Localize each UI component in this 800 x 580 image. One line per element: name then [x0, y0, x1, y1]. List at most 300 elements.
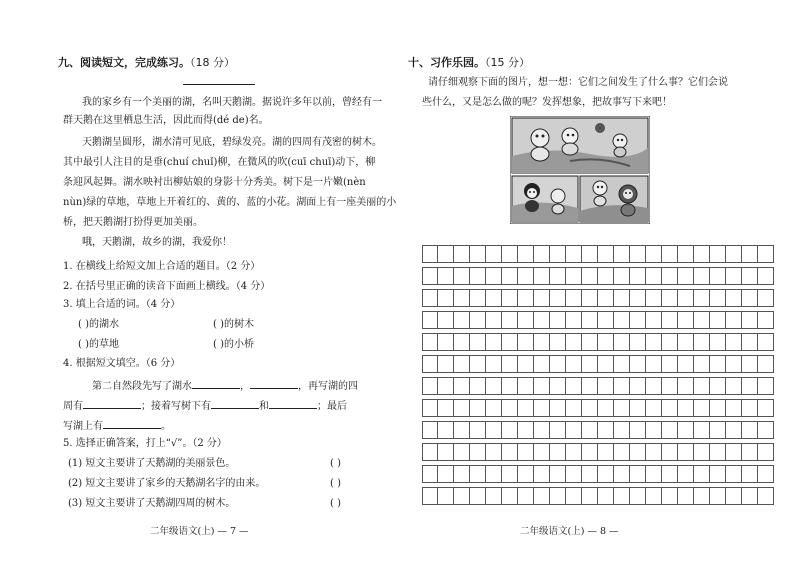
grid-cell[interactable] — [598, 355, 614, 373]
grid-cell[interactable] — [710, 311, 726, 329]
grid-cell[interactable] — [646, 333, 662, 351]
grid-cell[interactable] — [726, 355, 742, 373]
grid-cell[interactable] — [758, 487, 774, 505]
grid-row — [422, 289, 774, 307]
grid-cell[interactable] — [726, 377, 742, 395]
grid-cell[interactable] — [422, 289, 438, 307]
q4-text-i: 。 — [161, 421, 171, 432]
grid-cell[interactable] — [678, 487, 694, 505]
grid-cell[interactable] — [678, 245, 694, 263]
grid-cell[interactable] — [566, 421, 582, 439]
grid-cell[interactable] — [454, 355, 470, 373]
grid-cell[interactable] — [486, 311, 502, 329]
grid-cell[interactable] — [550, 399, 566, 417]
grid-cell[interactable] — [614, 465, 630, 483]
grid-cell[interactable] — [614, 355, 630, 373]
q4-text-b: ， — [240, 381, 250, 392]
grid-cell[interactable] — [470, 267, 486, 285]
grid-cell[interactable] — [694, 245, 710, 263]
q4-blank-6[interactable] — [103, 418, 161, 429]
grid-cell[interactable] — [470, 245, 486, 263]
grid-cell[interactable] — [662, 245, 678, 263]
q3-item-1[interactable]: ( )的湖水 — [78, 319, 119, 330]
grid-cell[interactable] — [662, 333, 678, 351]
grid-cell[interactable] — [646, 421, 662, 439]
grid-cell[interactable] — [678, 311, 694, 329]
grid-cell[interactable] — [710, 399, 726, 417]
q4-blank-5[interactable] — [269, 398, 317, 409]
grid-cell[interactable] — [598, 465, 614, 483]
grid-cell[interactable] — [422, 443, 438, 461]
grid-cell[interactable] — [454, 399, 470, 417]
grid-cell[interactable] — [502, 421, 518, 439]
grid-cell[interactable] — [486, 487, 502, 505]
grid-cell[interactable] — [518, 465, 534, 483]
grid-cell[interactable] — [710, 355, 726, 373]
grid-cell[interactable] — [582, 465, 598, 483]
grid-cell[interactable] — [758, 245, 774, 263]
grid-cell[interactable] — [550, 245, 566, 263]
grid-cell[interactable] — [470, 355, 486, 373]
grid-cell[interactable] — [662, 465, 678, 483]
grid-cell[interactable] — [678, 399, 694, 417]
grid-cell[interactable] — [694, 487, 710, 505]
grid-cell[interactable] — [582, 267, 598, 285]
q4-text-g: ；最后 — [317, 401, 347, 412]
grid-cell[interactable] — [582, 289, 598, 307]
grid-cell[interactable] — [422, 267, 438, 285]
grid-cell[interactable] — [598, 487, 614, 505]
grid-cell[interactable] — [566, 399, 582, 417]
grid-cell[interactable] — [726, 311, 742, 329]
grid-cell[interactable] — [710, 443, 726, 461]
grid-cell[interactable] — [438, 355, 454, 373]
grid-cell[interactable] — [614, 421, 630, 439]
grid-cell[interactable] — [502, 443, 518, 461]
grid-cell[interactable] — [614, 289, 630, 307]
q4-text-e: ；接着写树下有 — [141, 401, 211, 412]
passage-line-8: 哦，天鹅湖，故乡的湖，我爱你！ — [82, 237, 232, 248]
grid-cell[interactable] — [550, 311, 566, 329]
grid-cell[interactable] — [758, 465, 774, 483]
grid-cell[interactable] — [502, 311, 518, 329]
grid-cell[interactable] — [694, 421, 710, 439]
grid-cell[interactable] — [662, 267, 678, 285]
grid-cell[interactable] — [518, 443, 534, 461]
grid-cell[interactable] — [534, 487, 550, 505]
grid-cell[interactable] — [646, 399, 662, 417]
grid-cell[interactable] — [566, 355, 582, 373]
grid-cell[interactable] — [742, 355, 758, 373]
grid-cell[interactable] — [614, 245, 630, 263]
grid-cell[interactable] — [646, 487, 662, 505]
grid-cell[interactable] — [454, 245, 470, 263]
grid-cell[interactable] — [726, 487, 742, 505]
grid-cell[interactable] — [470, 311, 486, 329]
q3-item-4[interactable]: ( )的小桥 — [213, 339, 254, 350]
grid-cell[interactable] — [550, 465, 566, 483]
grid-cell[interactable] — [694, 289, 710, 307]
grid-cell[interactable] — [678, 289, 694, 307]
grid-cell[interactable] — [566, 443, 582, 461]
grid-cell[interactable] — [630, 267, 646, 285]
grid-cell[interactable] — [758, 421, 774, 439]
grid-cell[interactable] — [646, 377, 662, 395]
grid-cell[interactable] — [486, 267, 502, 285]
grid-cell[interactable] — [566, 245, 582, 263]
grid-cell[interactable] — [678, 465, 694, 483]
grid-cell[interactable] — [662, 377, 678, 395]
grid-cell[interactable] — [678, 355, 694, 373]
grid-cell[interactable] — [534, 311, 550, 329]
grid-cell[interactable] — [694, 399, 710, 417]
grid-cell[interactable] — [758, 333, 774, 351]
q3-item-3[interactable]: ( )的草地 — [78, 339, 119, 350]
grid-cell[interactable] — [598, 333, 614, 351]
grid-cell[interactable] — [582, 245, 598, 263]
q5-answer-1[interactable]: ( ) — [330, 458, 341, 469]
grid-cell[interactable] — [438, 377, 454, 395]
grid-cell[interactable] — [486, 289, 502, 307]
grid-cell[interactable] — [438, 289, 454, 307]
grid-cell[interactable] — [598, 289, 614, 307]
grid-cell[interactable] — [710, 267, 726, 285]
grid-cell[interactable] — [710, 377, 726, 395]
grid-cell[interactable] — [710, 289, 726, 307]
grid-cell[interactable] — [646, 267, 662, 285]
grid-cell[interactable] — [742, 267, 758, 285]
grid-cell[interactable] — [502, 465, 518, 483]
grid-cell[interactable] — [726, 443, 742, 461]
passage-line-3: 天鹅湖呈圆形，湖水清可见底，碧绿发亮。湖的四周有茂密的树木。 — [82, 137, 382, 148]
grid-cell[interactable] — [694, 465, 710, 483]
grid-row — [422, 465, 774, 483]
grid-cell[interactable] — [614, 267, 630, 285]
grid-cell[interactable] — [502, 399, 518, 417]
grid-cell[interactable] — [438, 311, 454, 329]
grid-cell[interactable] — [566, 333, 582, 351]
grid-cell[interactable] — [630, 421, 646, 439]
grid-cell[interactable] — [646, 245, 662, 263]
grid-cell[interactable] — [422, 377, 438, 395]
grid-cell[interactable] — [710, 421, 726, 439]
grid-cell[interactable] — [662, 399, 678, 417]
grid-cell[interactable] — [742, 289, 758, 307]
grid-cell[interactable] — [502, 289, 518, 307]
q4-line-3 — [63, 418, 171, 434]
grid-cell[interactable] — [534, 289, 550, 307]
grid-cell[interactable] — [470, 443, 486, 461]
grid-cell[interactable] — [438, 443, 454, 461]
grid-cell[interactable] — [486, 377, 502, 395]
grid-cell[interactable] — [582, 487, 598, 505]
grid-cell[interactable] — [550, 377, 566, 395]
grid-cell[interactable] — [534, 267, 550, 285]
grid-cell[interactable] — [550, 289, 566, 307]
grid-cell[interactable] — [630, 289, 646, 307]
grid-cell[interactable] — [534, 355, 550, 373]
grid-cell[interactable] — [710, 245, 726, 263]
grid-cell[interactable] — [662, 355, 678, 373]
grid-cell[interactable] — [582, 399, 598, 417]
q4-blank-3[interactable] — [83, 398, 141, 409]
grid-cell[interactable] — [662, 487, 678, 505]
grid-cell[interactable] — [614, 377, 630, 395]
grid-cell[interactable] — [470, 333, 486, 351]
question-3: 3. 填上合适的词。（4 分） — [63, 299, 181, 310]
grid-cell[interactable] — [582, 421, 598, 439]
grid-cell[interactable] — [566, 289, 582, 307]
grid-cell[interactable] — [726, 333, 742, 351]
grid-cell[interactable] — [710, 333, 726, 351]
grid-cell[interactable] — [630, 487, 646, 505]
grid-cell[interactable] — [662, 421, 678, 439]
grid-cell[interactable] — [502, 355, 518, 373]
grid-cell[interactable] — [470, 487, 486, 505]
grid-cell[interactable] — [486, 355, 502, 373]
grid-cell[interactable] — [726, 289, 742, 307]
grid-cell[interactable] — [598, 421, 614, 439]
grid-cell[interactable] — [454, 443, 470, 461]
section-nine-title: 九、阅读短文，完成练习。 — [58, 56, 190, 69]
grid-cell[interactable] — [550, 355, 566, 373]
grid-cell[interactable] — [454, 377, 470, 395]
grid-cell[interactable] — [502, 267, 518, 285]
grid-cell[interactable] — [598, 399, 614, 417]
grid-cell[interactable] — [550, 487, 566, 505]
grid-cell[interactable] — [678, 421, 694, 439]
grid-cell[interactable] — [726, 465, 742, 483]
grid-cell[interactable] — [630, 355, 646, 373]
grid-cell[interactable] — [470, 421, 486, 439]
grid-cell[interactable] — [550, 443, 566, 461]
grid-cell[interactable] — [454, 333, 470, 351]
grid-cell[interactable] — [534, 399, 550, 417]
q4-blank-4[interactable] — [211, 398, 259, 409]
grid-cell[interactable] — [470, 289, 486, 307]
grid-cell[interactable] — [454, 465, 470, 483]
grid-cell[interactable] — [534, 377, 550, 395]
grid-cell[interactable] — [438, 487, 454, 505]
grid-cell[interactable] — [518, 311, 534, 329]
grid-cell[interactable] — [758, 377, 774, 395]
grid-cell[interactable] — [678, 443, 694, 461]
q4-blank-1[interactable] — [192, 378, 240, 389]
grid-cell[interactable] — [694, 355, 710, 373]
grid-cell[interactable] — [598, 311, 614, 329]
grid-cell[interactable] — [486, 465, 502, 483]
grid-cell[interactable] — [486, 421, 502, 439]
grid-cell[interactable] — [454, 311, 470, 329]
grid-row — [422, 311, 774, 329]
grid-cell[interactable] — [598, 377, 614, 395]
grid-cell[interactable] — [422, 311, 438, 329]
grid-cell[interactable] — [470, 399, 486, 417]
grid-cell[interactable] — [518, 399, 534, 417]
grid-cell[interactable] — [758, 311, 774, 329]
grid-cell[interactable] — [694, 311, 710, 329]
grid-cell[interactable] — [486, 245, 502, 263]
grid-cell[interactable] — [726, 245, 742, 263]
grid-cell[interactable] — [454, 421, 470, 439]
grid-cell[interactable] — [630, 465, 646, 483]
grid-cell[interactable] — [614, 399, 630, 417]
grid-cell[interactable] — [742, 421, 758, 439]
grid-cell[interactable] — [662, 311, 678, 329]
grid-cell[interactable] — [438, 333, 454, 351]
grid-cell[interactable] — [662, 289, 678, 307]
grid-cell[interactable] — [710, 487, 726, 505]
grid-cell[interactable] — [758, 355, 774, 373]
grid-cell[interactable] — [438, 245, 454, 263]
grid-cell[interactable] — [534, 465, 550, 483]
grid-cell[interactable] — [534, 421, 550, 439]
grid-cell[interactable] — [422, 465, 438, 483]
grid-cell[interactable] — [598, 245, 614, 263]
grid-cell[interactable] — [518, 267, 534, 285]
grid-row — [422, 443, 774, 461]
grid-cell[interactable] — [694, 377, 710, 395]
grid-row — [422, 487, 774, 505]
grid-cell[interactable] — [582, 333, 598, 351]
grid-cell[interactable] — [454, 289, 470, 307]
grid-cell[interactable] — [646, 289, 662, 307]
grid-cell[interactable] — [646, 355, 662, 373]
grid-cell[interactable] — [742, 377, 758, 395]
grid-cell[interactable] — [550, 267, 566, 285]
grid-cell[interactable] — [454, 267, 470, 285]
grid-cell[interactable] — [758, 443, 774, 461]
grid-cell[interactable] — [630, 311, 646, 329]
grid-cell[interactable] — [742, 399, 758, 417]
grid-cell[interactable] — [422, 421, 438, 439]
question-4: 4. 根据短文填空。（6 分） — [63, 358, 181, 369]
grid-cell[interactable] — [518, 245, 534, 263]
grid-cell[interactable] — [550, 421, 566, 439]
grid-cell[interactable] — [502, 245, 518, 263]
grid-cell[interactable] — [438, 399, 454, 417]
grid-cell[interactable] — [678, 377, 694, 395]
grid-cell[interactable] — [742, 245, 758, 263]
grid-cell[interactable] — [518, 289, 534, 307]
grid-cell[interactable] — [518, 355, 534, 373]
grid-cell[interactable] — [726, 421, 742, 439]
grid-cell[interactable] — [646, 311, 662, 329]
grid-cell[interactable] — [422, 399, 438, 417]
grid-cell[interactable] — [726, 267, 742, 285]
grid-cell[interactable] — [582, 377, 598, 395]
q5-answer-2[interactable]: ( ) — [330, 478, 341, 489]
grid-cell[interactable] — [662, 443, 678, 461]
grid-cell[interactable] — [566, 487, 582, 505]
grid-cell[interactable] — [630, 377, 646, 395]
grid-cell[interactable] — [742, 465, 758, 483]
grid-cell[interactable] — [566, 311, 582, 329]
q4-text-a: 第二自然段先写了湖水 — [92, 381, 192, 392]
grid-cell[interactable] — [582, 443, 598, 461]
grid-cell[interactable] — [694, 443, 710, 461]
grid-cell[interactable] — [422, 487, 438, 505]
passage-line-7: 桥，把天鹅湖打扮得更加美丽。 — [63, 217, 203, 228]
grid-cell[interactable] — [422, 333, 438, 351]
grid-cell[interactable] — [582, 311, 598, 329]
grid-cell[interactable] — [630, 399, 646, 417]
grid-cell[interactable] — [502, 377, 518, 395]
grid-cell[interactable] — [758, 289, 774, 307]
grid-cell[interactable] — [566, 267, 582, 285]
grid-cell[interactable] — [486, 443, 502, 461]
grid-cell[interactable] — [630, 245, 646, 263]
grid-cell[interactable] — [742, 487, 758, 505]
grid-cell[interactable] — [502, 487, 518, 505]
grid-cell[interactable] — [518, 333, 534, 351]
grid-cell[interactable] — [614, 487, 630, 505]
grid-cell[interactable] — [742, 333, 758, 351]
grid-cell[interactable] — [438, 421, 454, 439]
grid-cell[interactable] — [598, 443, 614, 461]
grid-cell[interactable] — [518, 377, 534, 395]
grid-cell[interactable] — [486, 333, 502, 351]
grid-cell[interactable] — [438, 267, 454, 285]
q4-line-2 — [63, 398, 347, 414]
q3-item-2[interactable]: ( )的树木 — [213, 319, 254, 330]
grid-cell[interactable] — [502, 333, 518, 351]
grid-cell[interactable] — [678, 267, 694, 285]
grid-cell[interactable] — [742, 311, 758, 329]
grid-cell[interactable] — [710, 465, 726, 483]
q4-text-f: 和 — [259, 401, 269, 412]
q5-option-2: (2) 短文主要讲了家乡的天鹅湖名字的由来。 — [68, 478, 266, 489]
passage-title-blank[interactable] — [183, 84, 255, 85]
grid-cell[interactable] — [470, 465, 486, 483]
grid-cell[interactable] — [614, 443, 630, 461]
grid-cell[interactable] — [438, 465, 454, 483]
q5-answer-3[interactable]: ( ) — [330, 498, 341, 509]
grid-cell[interactable] — [534, 333, 550, 351]
grid-cell[interactable] — [422, 245, 438, 263]
grid-cell[interactable] — [486, 399, 502, 417]
grid-cell[interactable] — [678, 333, 694, 351]
grid-cell[interactable] — [758, 399, 774, 417]
grid-cell[interactable] — [550, 333, 566, 351]
grid-row — [422, 421, 774, 439]
grid-cell[interactable] — [614, 311, 630, 329]
grid-cell[interactable] — [694, 333, 710, 351]
grid-cell[interactable] — [518, 487, 534, 505]
grid-cell[interactable] — [598, 267, 614, 285]
grid-cell[interactable] — [470, 377, 486, 395]
grid-cell[interactable] — [694, 267, 710, 285]
grid-cell[interactable] — [742, 443, 758, 461]
grid-cell[interactable] — [454, 487, 470, 505]
grid-cell[interactable] — [422, 355, 438, 373]
grid-cell[interactable] — [630, 443, 646, 461]
grid-cell[interactable] — [758, 267, 774, 285]
grid-cell[interactable] — [582, 355, 598, 373]
grid-cell[interactable] — [646, 443, 662, 461]
grid-cell[interactable] — [534, 245, 550, 263]
grid-cell[interactable] — [566, 465, 582, 483]
grid-cell[interactable] — [566, 377, 582, 395]
grid-cell[interactable] — [534, 443, 550, 461]
grid-cell[interactable] — [614, 333, 630, 351]
grid-cell[interactable] — [726, 399, 742, 417]
grid-cell[interactable] — [646, 465, 662, 483]
q4-blank-2[interactable] — [250, 378, 298, 389]
grid-cell[interactable] — [630, 333, 646, 351]
writing-grid[interactable] — [422, 245, 774, 509]
grid-cell[interactable] — [518, 421, 534, 439]
